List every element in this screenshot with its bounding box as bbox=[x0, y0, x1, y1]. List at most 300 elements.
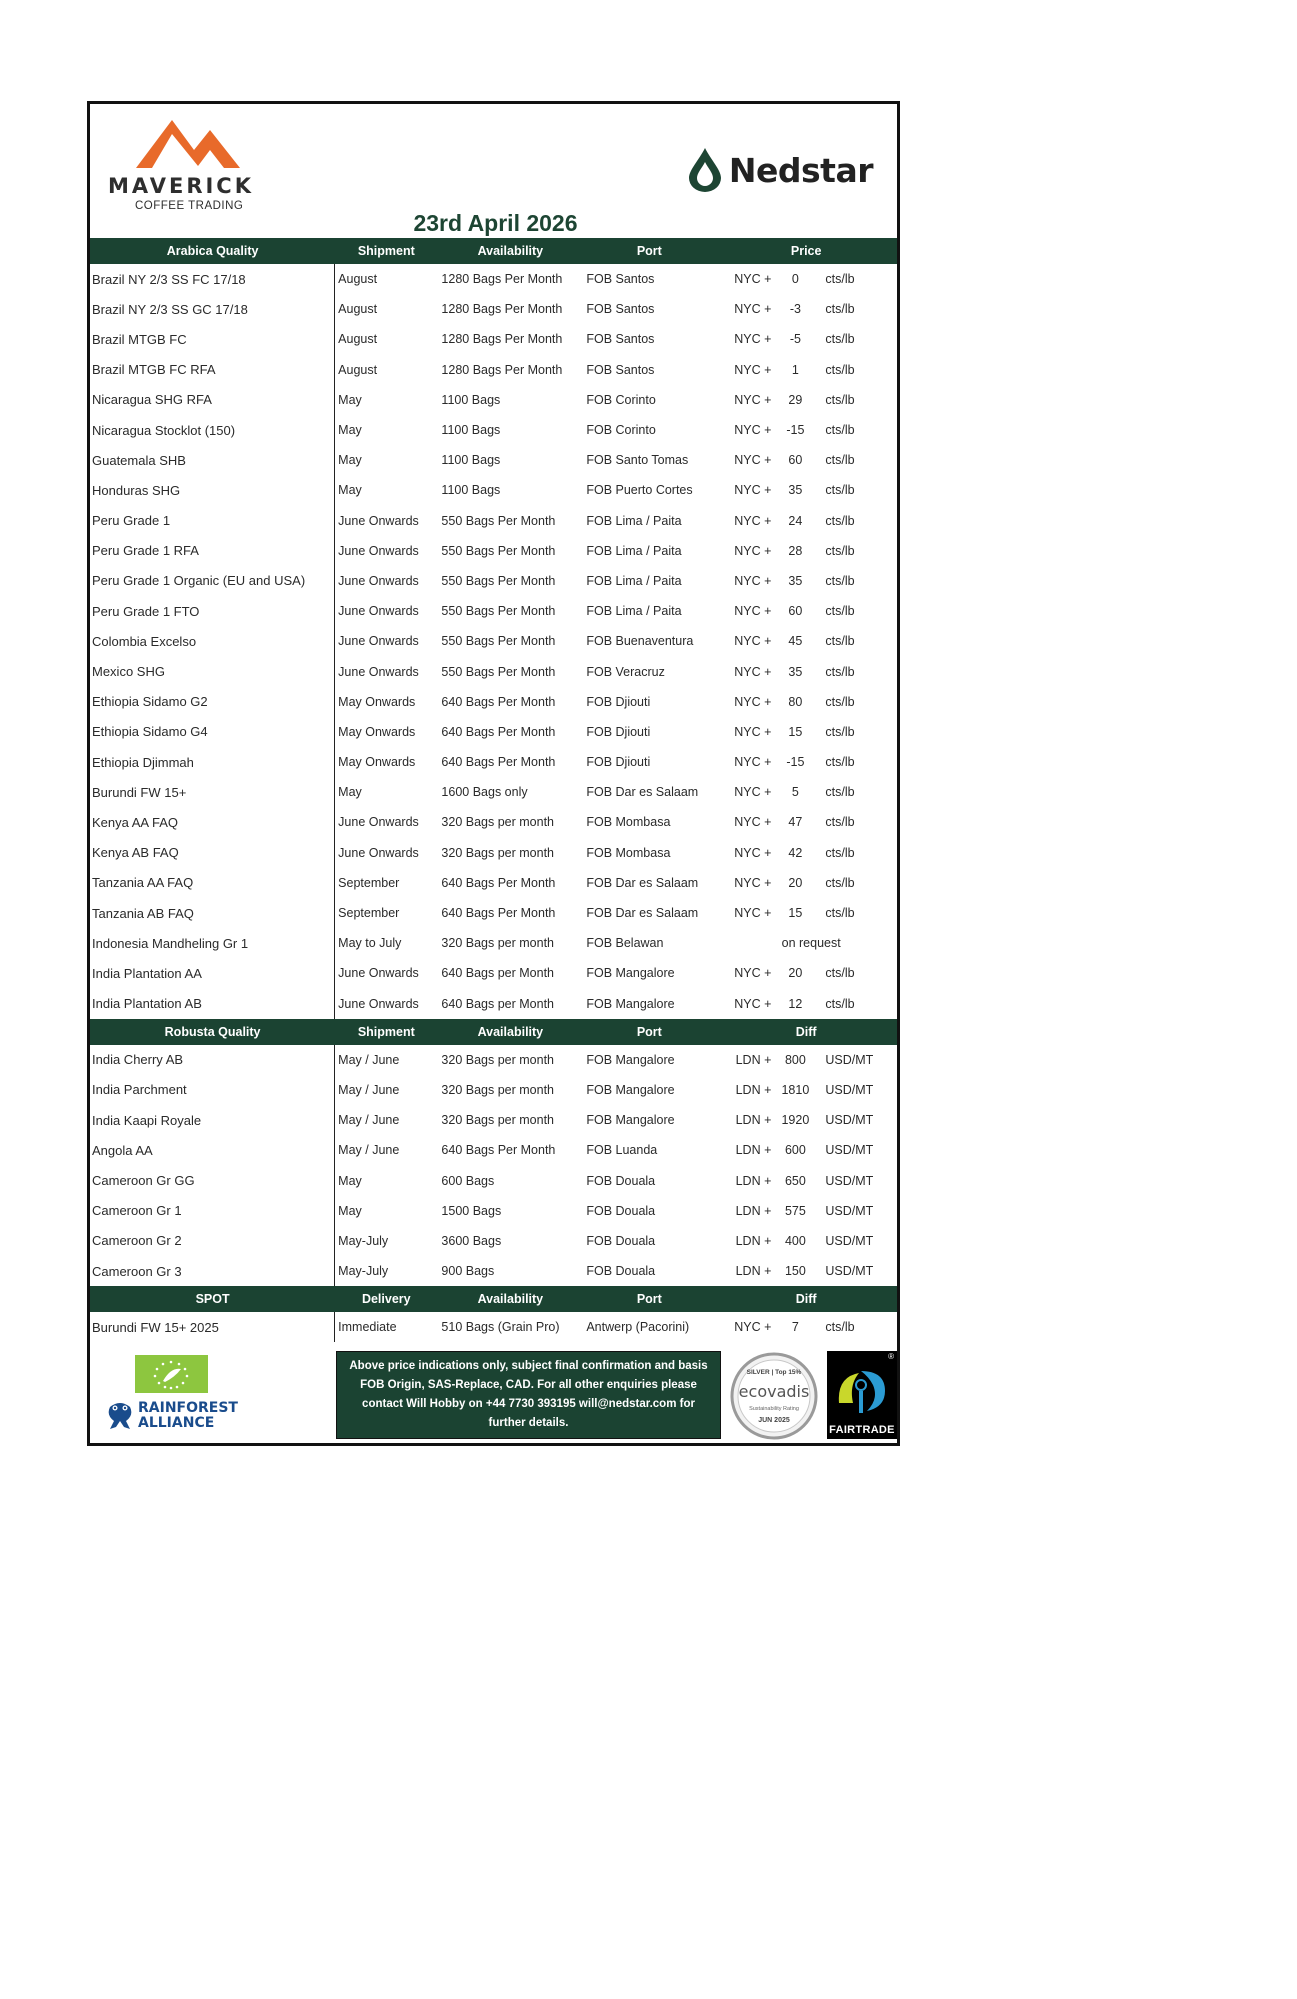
quality-cell: India Plantation AA bbox=[90, 958, 335, 988]
header-availability: Availability bbox=[477, 1024, 544, 1039]
price-unit: USD/MT bbox=[825, 1113, 874, 1128]
port-cell: FOB Mombasa bbox=[586, 815, 671, 830]
quality-cell: Indonesia Mandheling Gr 1 bbox=[90, 928, 335, 958]
table-row bbox=[90, 1135, 897, 1165]
price-cell bbox=[715, 1320, 897, 1334]
quality-cell: India Parchment bbox=[90, 1075, 335, 1105]
availability-cell: 1100 Bags bbox=[441, 483, 501, 498]
price-value: 1 bbox=[791, 362, 799, 377]
table-row bbox=[90, 1165, 897, 1195]
price-index: NYC + bbox=[734, 423, 772, 438]
shipment-cell: June Onwards bbox=[338, 966, 419, 981]
quality-cell: Nicaragua Stocklot (150) bbox=[90, 415, 335, 445]
port-cell: FOB Mangalore bbox=[586, 1052, 675, 1067]
price-unit: cts/lb bbox=[825, 573, 855, 588]
price-unit: cts/lb bbox=[825, 543, 855, 558]
shipment-cell: September bbox=[338, 875, 400, 890]
header-diff: Diff bbox=[795, 1292, 817, 1307]
port-cell: FOB Douala bbox=[586, 1264, 656, 1279]
price-unit: cts/lb bbox=[825, 694, 855, 709]
price-unit: cts/lb bbox=[825, 1320, 855, 1335]
price-cell bbox=[715, 604, 897, 618]
rainforest-alliance-badge bbox=[104, 1399, 244, 1439]
spot-section bbox=[90, 1286, 897, 1342]
price-value: 35 bbox=[788, 573, 803, 588]
price-value: 650 bbox=[784, 1173, 806, 1188]
quality-cell: Ethiopia Djimmah bbox=[90, 747, 335, 777]
robusta-header-row bbox=[90, 1019, 897, 1045]
shipment-cell: May bbox=[338, 453, 362, 468]
table-row bbox=[90, 596, 897, 626]
price-index: LDN + bbox=[735, 1082, 772, 1097]
table-row bbox=[90, 807, 897, 837]
quality-cell: Kenya AB FAQ bbox=[90, 838, 335, 868]
table-row bbox=[90, 958, 897, 988]
price-cell bbox=[715, 755, 897, 769]
quality-cell: India Kaapi Royale bbox=[90, 1105, 335, 1135]
table-row bbox=[90, 385, 897, 415]
availability-cell: 510 Bags (Grain Pro) bbox=[441, 1320, 560, 1335]
price-cell bbox=[715, 1234, 897, 1248]
fairtrade-badge bbox=[827, 1351, 897, 1439]
price-index: NYC + bbox=[734, 634, 772, 649]
price-cell bbox=[715, 634, 897, 648]
price-cell bbox=[715, 665, 897, 679]
price-index: NYC + bbox=[734, 996, 772, 1011]
arabica-header-row bbox=[90, 238, 897, 264]
price-cell bbox=[715, 453, 897, 467]
robusta-section bbox=[90, 1019, 897, 1287]
availability-cell: 640 Bags Per Month bbox=[441, 875, 556, 890]
availability-cell: 640 Bags Per Month bbox=[441, 724, 556, 739]
ecovadis-date: JUN 2025 bbox=[758, 1417, 790, 1424]
price-value: 400 bbox=[784, 1233, 806, 1248]
table-row bbox=[90, 355, 897, 385]
price-unit: cts/lb bbox=[825, 302, 855, 317]
spot-header-row bbox=[90, 1286, 897, 1312]
price-unit: cts/lb bbox=[825, 453, 855, 468]
price-cell bbox=[715, 393, 897, 407]
quality-cell: Tanzania AA FAQ bbox=[90, 868, 335, 898]
table-row bbox=[90, 1196, 897, 1226]
price-cell bbox=[715, 1174, 897, 1188]
header-port: Port bbox=[636, 1024, 662, 1039]
price-unit: USD/MT bbox=[825, 1264, 874, 1279]
port-cell: FOB Lima / Paita bbox=[586, 513, 682, 528]
quality-cell: Tanzania AB FAQ bbox=[90, 898, 335, 928]
price-unit: cts/lb bbox=[825, 664, 855, 679]
header-price: Price bbox=[790, 244, 822, 258]
price-unit: USD/MT bbox=[825, 1203, 874, 1218]
port-cell: FOB Veracruz bbox=[586, 664, 665, 679]
quality-cell: Cameroon Gr 1 bbox=[90, 1196, 335, 1226]
maverick-subtitle: COFFEE TRADING bbox=[135, 200, 244, 212]
shipment-cell: May Onwards bbox=[338, 755, 416, 770]
price-unit: cts/lb bbox=[825, 724, 855, 739]
price-cell bbox=[715, 966, 897, 980]
shipment-cell: May bbox=[338, 483, 362, 498]
port-cell: FOB Mangalore bbox=[586, 966, 675, 981]
price-unit: USD/MT bbox=[825, 1143, 874, 1158]
price-unit: cts/lb bbox=[825, 996, 855, 1011]
price-value: 45 bbox=[788, 634, 803, 649]
shipment-cell: May / June bbox=[338, 1082, 400, 1097]
arabica-section bbox=[90, 238, 897, 1019]
quality-cell: Brazil NY 2/3 SS FC 17/18 bbox=[90, 264, 335, 294]
price-index: NYC + bbox=[734, 604, 772, 619]
price-unit: USD/MT bbox=[825, 1052, 874, 1067]
price-unit: cts/lb bbox=[825, 966, 855, 981]
quality-cell: Cameroon Gr 3 bbox=[90, 1256, 335, 1286]
table-row bbox=[90, 747, 897, 777]
port-cell: FOB Santos bbox=[586, 362, 655, 377]
ecovadis-badge bbox=[730, 1352, 818, 1440]
price-unit: USD/MT bbox=[825, 1082, 874, 1097]
price-cell bbox=[715, 514, 897, 528]
price-cell bbox=[715, 815, 897, 829]
table-row bbox=[90, 928, 897, 958]
availability-cell: 550 Bags Per Month bbox=[441, 604, 556, 619]
price-value: 12 bbox=[788, 996, 803, 1011]
price-value: -15 bbox=[786, 755, 805, 770]
quality-cell: Ethiopia Sidamo G2 bbox=[90, 687, 335, 717]
price-value: 1920 bbox=[781, 1113, 810, 1128]
availability-cell: 320 Bags per month bbox=[441, 845, 554, 860]
price-value: 600 bbox=[784, 1143, 806, 1158]
port-cell: FOB Puerto Cortes bbox=[586, 483, 693, 498]
price-index: NYC + bbox=[734, 483, 772, 498]
availability-cell: 640 Bags Per Month bbox=[441, 755, 556, 770]
price-cell bbox=[715, 906, 897, 920]
port-cell: FOB Santos bbox=[586, 332, 655, 347]
price-value: 15 bbox=[788, 906, 803, 921]
fairtrade-mark-icon bbox=[827, 1355, 897, 1425]
shipment-cell: May bbox=[338, 392, 362, 407]
availability-cell: 320 Bags per month bbox=[441, 1113, 554, 1128]
port-cell: FOB Dar es Salaam bbox=[586, 906, 699, 921]
nedstar-name: Nedstar bbox=[728, 150, 873, 190]
table-row bbox=[90, 777, 897, 807]
price-unit: cts/lb bbox=[825, 815, 855, 830]
port-cell: FOB Djiouti bbox=[586, 724, 651, 739]
header-availability: Availability bbox=[477, 1292, 544, 1307]
price-on-request: on request bbox=[781, 936, 841, 951]
port-cell: FOB Djiouti bbox=[586, 694, 651, 709]
port-cell: FOB Luanda bbox=[586, 1143, 658, 1158]
header-quality: Arabica Quality bbox=[166, 244, 259, 258]
price-index: NYC + bbox=[734, 573, 772, 588]
shipment-cell: June Onwards bbox=[338, 604, 419, 619]
table-row bbox=[90, 506, 897, 536]
header-port: Port bbox=[636, 1292, 662, 1307]
port-cell: FOB Mangalore bbox=[586, 1113, 675, 1128]
quality-cell: India Plantation AB bbox=[90, 989, 335, 1019]
header-shipment: Shipment bbox=[357, 244, 415, 258]
availability-cell: 1280 Bags Per Month bbox=[441, 272, 563, 287]
quality-cell: Peru Grade 1 RFA bbox=[90, 536, 335, 566]
quality-cell: Brazil MTGB FC RFA bbox=[90, 355, 335, 385]
port-cell: FOB Santo Tomas bbox=[586, 453, 689, 468]
price-unit: cts/lb bbox=[825, 634, 855, 649]
availability-cell: 1600 Bags only bbox=[441, 785, 528, 800]
availability-cell: 550 Bags Per Month bbox=[441, 513, 556, 528]
price-index: NYC + bbox=[734, 755, 772, 770]
shipment-cell: June Onwards bbox=[338, 513, 419, 528]
ecovadis-top: SILVER | Top 15% bbox=[746, 1369, 802, 1376]
price-cell bbox=[715, 1053, 897, 1067]
price-index: LDN + bbox=[735, 1203, 772, 1218]
price-unit: cts/lb bbox=[825, 604, 855, 619]
price-value: 5 bbox=[791, 785, 799, 800]
quality-cell: Kenya AA FAQ bbox=[90, 807, 335, 837]
table-row bbox=[90, 687, 897, 717]
ecovadis-sub: Sustainability Rating bbox=[749, 1406, 799, 1412]
shipment-cell: May Onwards bbox=[338, 694, 416, 709]
port-cell: FOB Corinto bbox=[586, 392, 656, 407]
shipment-cell: May to July bbox=[338, 936, 402, 951]
price-unit: cts/lb bbox=[825, 423, 855, 438]
shipment-cell: August bbox=[338, 362, 378, 377]
maverick-logo bbox=[108, 120, 268, 212]
price-cell bbox=[715, 363, 897, 377]
arabica-rows bbox=[90, 264, 897, 1019]
shipment-cell: August bbox=[338, 302, 378, 317]
price-index: NYC + bbox=[734, 453, 772, 468]
table-row bbox=[90, 415, 897, 445]
price-cell bbox=[715, 483, 897, 497]
price-cell bbox=[715, 1083, 897, 1097]
rainforest-alliance-text: RAINFOREST ALLIANCE bbox=[138, 1400, 238, 1431]
header-availability: Availability bbox=[477, 244, 544, 258]
price-value: 15 bbox=[788, 724, 803, 739]
price-value: 1810 bbox=[781, 1082, 810, 1097]
price-index: NYC + bbox=[734, 362, 772, 377]
price-value: 60 bbox=[788, 453, 803, 468]
availability-cell: 1280 Bags Per Month bbox=[441, 332, 563, 347]
table-row bbox=[90, 1105, 897, 1135]
price-cell bbox=[715, 423, 897, 437]
quality-cell: Brazil NY 2/3 SS GC 17/18 bbox=[90, 294, 335, 324]
shipment-cell: June Onwards bbox=[338, 815, 419, 830]
port-cell: FOB Santos bbox=[586, 272, 655, 287]
sheet-footer bbox=[90, 1351, 897, 1445]
table-row bbox=[90, 989, 897, 1019]
table-row bbox=[90, 626, 897, 656]
shipment-cell: May bbox=[338, 785, 362, 800]
shipment-cell: May bbox=[338, 423, 362, 438]
availability-cell: 1100 Bags bbox=[441, 453, 501, 468]
price-unit: USD/MT bbox=[825, 1233, 874, 1248]
shipment-cell: May-July bbox=[338, 1233, 389, 1248]
shipment-cell: June Onwards bbox=[338, 664, 419, 679]
price-value: 7 bbox=[791, 1320, 799, 1335]
price-unit: cts/lb bbox=[825, 875, 855, 890]
price-value: 47 bbox=[788, 815, 803, 830]
quality-cell: Brazil MTGB FC bbox=[90, 324, 335, 354]
price-unit: cts/lb bbox=[825, 332, 855, 347]
port-cell: FOB Mombasa bbox=[586, 845, 671, 860]
price-index: NYC + bbox=[734, 815, 772, 830]
price-index: NYC + bbox=[734, 272, 772, 287]
shipment-cell: May / June bbox=[338, 1143, 400, 1158]
availability-cell: 1280 Bags Per Month bbox=[441, 362, 563, 377]
price-cell bbox=[715, 936, 897, 950]
shipment-cell: May / June bbox=[338, 1052, 400, 1067]
quality-cell: Peru Grade 1 FTO bbox=[90, 596, 335, 626]
price-index: LDN + bbox=[735, 1264, 772, 1279]
price-value: 60 bbox=[788, 604, 803, 619]
price-cell bbox=[715, 876, 897, 890]
price-cell bbox=[715, 695, 897, 709]
table-row bbox=[90, 1312, 897, 1342]
port-cell: FOB Djiouti bbox=[586, 755, 651, 770]
price-value: 29 bbox=[788, 392, 803, 407]
quality-cell: India Cherry AB bbox=[90, 1045, 335, 1075]
quality-cell: Honduras SHG bbox=[90, 475, 335, 505]
price-cell bbox=[715, 1204, 897, 1218]
price-unit: cts/lb bbox=[825, 785, 855, 800]
shipment-cell: June Onwards bbox=[338, 543, 419, 558]
price-unit: cts/lb bbox=[825, 392, 855, 407]
shipment-cell: June Onwards bbox=[338, 573, 419, 588]
price-index: LDN + bbox=[735, 1173, 772, 1188]
price-value: 150 bbox=[784, 1264, 806, 1279]
port-cell: Antwerp (Pacorini) bbox=[586, 1320, 690, 1335]
price-unit: USD/MT bbox=[825, 1173, 874, 1188]
price-value: 20 bbox=[788, 875, 803, 890]
price-unit: cts/lb bbox=[825, 845, 855, 860]
nedstar-logo bbox=[689, 148, 873, 192]
table-row bbox=[90, 536, 897, 566]
price-cell bbox=[715, 272, 897, 286]
table-row bbox=[90, 1226, 897, 1256]
price-value: 35 bbox=[788, 664, 803, 679]
availability-cell: 550 Bags Per Month bbox=[441, 664, 556, 679]
table-row bbox=[90, 264, 897, 294]
port-cell: FOB Douala bbox=[586, 1173, 656, 1188]
availability-cell: 640 Bags per Month bbox=[441, 996, 554, 1011]
header-delivery: Delivery bbox=[361, 1292, 411, 1307]
price-value: 24 bbox=[788, 513, 803, 528]
quality-cell: Colombia Excelso bbox=[90, 626, 335, 656]
quality-cell: Ethiopia Sidamo G4 bbox=[90, 717, 335, 747]
price-cell bbox=[715, 1143, 897, 1157]
port-cell: FOB Corinto bbox=[586, 423, 656, 438]
availability-cell: 1100 Bags bbox=[441, 423, 501, 438]
header-port: Port bbox=[636, 244, 662, 258]
shipment-cell: May Onwards bbox=[338, 724, 416, 739]
shipment-cell: September bbox=[338, 906, 400, 921]
availability-cell: 1100 Bags bbox=[441, 392, 501, 407]
price-value: 28 bbox=[788, 543, 803, 558]
availability-cell: 640 Bags Per Month bbox=[441, 906, 556, 921]
availability-cell: 1500 Bags bbox=[441, 1203, 502, 1218]
table-row bbox=[90, 445, 897, 475]
availability-cell: 550 Bags Per Month bbox=[441, 543, 556, 558]
price-index: LDN + bbox=[735, 1143, 772, 1158]
port-cell: FOB Mangalore bbox=[586, 1082, 675, 1097]
table-row bbox=[90, 898, 897, 928]
price-index: LDN + bbox=[735, 1113, 772, 1128]
quality-cell: Mexico SHG bbox=[90, 656, 335, 686]
price-unit: cts/lb bbox=[825, 272, 855, 287]
price-index: NYC + bbox=[734, 906, 772, 921]
quality-cell: Angola AA bbox=[90, 1135, 335, 1165]
price-unit: cts/lb bbox=[825, 906, 855, 921]
eu-organic-leaf-icon bbox=[135, 1355, 208, 1393]
price-value: 42 bbox=[788, 845, 803, 860]
price-value: -3 bbox=[789, 302, 801, 317]
port-cell: FOB Mangalore bbox=[586, 996, 675, 1011]
port-cell: FOB Belawan bbox=[586, 936, 664, 951]
table-row bbox=[90, 294, 897, 324]
header-diff: Diff bbox=[795, 1024, 817, 1039]
table-row bbox=[90, 656, 897, 686]
quality-cell: Nicaragua SHG RFA bbox=[90, 385, 335, 415]
price-index: NYC + bbox=[734, 1320, 772, 1335]
quality-cell: Burundi FW 15+ 2025 bbox=[90, 1312, 335, 1342]
price-disclaimer: Above price indications only, subject final confirmation and basis FOB Origin, SAS-Replace, CAD. For all other enquiries please contact Will Hobby on +44 7730 393195 will@nedstar.com for further details. bbox=[336, 1351, 721, 1439]
price-cell bbox=[715, 302, 897, 316]
price-index: NYC + bbox=[734, 724, 772, 739]
price-value: -5 bbox=[789, 332, 801, 347]
table-row bbox=[90, 1045, 897, 1075]
price-index: NYC + bbox=[734, 875, 772, 890]
price-value: 575 bbox=[784, 1203, 806, 1218]
price-index: NYC + bbox=[734, 785, 772, 800]
price-cell bbox=[715, 785, 897, 799]
quality-cell: Peru Grade 1 Organic (EU and USA) bbox=[90, 566, 335, 596]
quality-cell: Peru Grade 1 bbox=[90, 506, 335, 536]
shipment-cell: Immediate bbox=[338, 1320, 397, 1335]
availability-cell: 640 Bags per Month bbox=[441, 966, 554, 981]
shipment-cell: June Onwards bbox=[338, 996, 419, 1011]
price-index: NYC + bbox=[734, 694, 772, 709]
price-value: -15 bbox=[786, 423, 805, 438]
fairtrade-label: FAIRTRADE bbox=[829, 1424, 895, 1436]
price-value: 35 bbox=[788, 483, 803, 498]
availability-cell: 640 Bags Per Month bbox=[441, 1143, 556, 1158]
port-cell: FOB Lima / Paita bbox=[586, 573, 682, 588]
availability-cell: 550 Bags Per Month bbox=[441, 634, 556, 649]
availability-cell: 320 Bags per month bbox=[441, 1052, 554, 1067]
shipment-cell: May / June bbox=[338, 1113, 400, 1128]
price-unit: cts/lb bbox=[825, 513, 855, 528]
price-sheet bbox=[87, 101, 900, 1446]
port-cell: FOB Lima / Paita bbox=[586, 543, 682, 558]
price-cell bbox=[715, 574, 897, 588]
price-cell bbox=[715, 997, 897, 1011]
price-index: NYC + bbox=[734, 302, 772, 317]
availability-cell: 320 Bags per month bbox=[441, 936, 554, 951]
quality-cell: Cameroon Gr 2 bbox=[90, 1226, 335, 1256]
price-cell bbox=[715, 332, 897, 346]
table-row bbox=[90, 717, 897, 747]
price-index: NYC + bbox=[734, 845, 772, 860]
spot-rows bbox=[90, 1312, 897, 1342]
shipment-cell: June Onwards bbox=[338, 634, 419, 649]
shipment-cell: August bbox=[338, 272, 378, 287]
table-row bbox=[90, 868, 897, 898]
price-cell bbox=[715, 1264, 897, 1278]
price-index: NYC + bbox=[734, 966, 772, 981]
price-cell bbox=[715, 544, 897, 558]
price-index: NYC + bbox=[734, 543, 772, 558]
table-row bbox=[90, 324, 897, 354]
port-cell: FOB Douala bbox=[586, 1203, 656, 1218]
availability-cell: 3600 Bags bbox=[441, 1233, 502, 1248]
table-row bbox=[90, 475, 897, 505]
